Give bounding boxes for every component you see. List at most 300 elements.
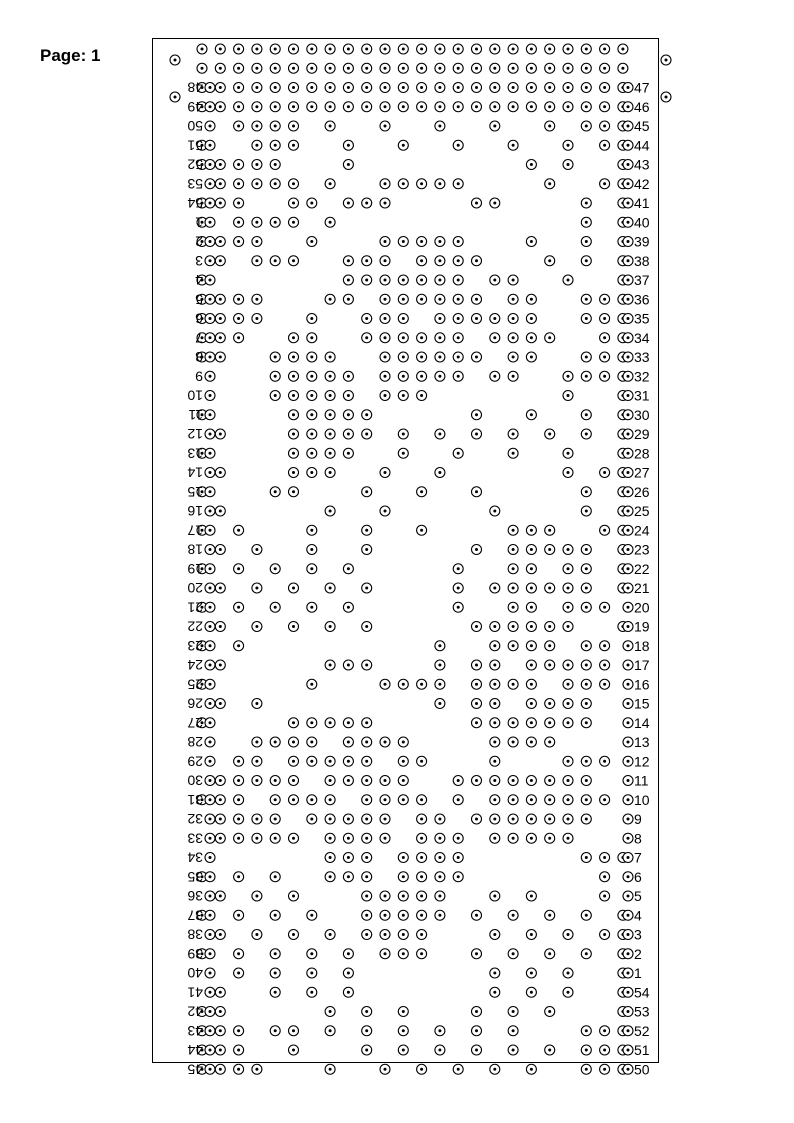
row-marker-hole: [205, 949, 215, 959]
punch-hole: [508, 949, 518, 959]
punch-hole: [581, 660, 591, 670]
punch-hole: [435, 314, 445, 324]
punch-hole: [325, 294, 335, 304]
punch-hole: [380, 333, 390, 343]
punch-hole: [289, 718, 299, 728]
row-number-right: 4: [634, 907, 642, 924]
row-marker-hole: [205, 891, 215, 901]
punch-hole: [343, 140, 353, 150]
punch-hole: [545, 256, 555, 266]
punch-hole: [343, 949, 353, 959]
punch-hole: [270, 63, 280, 73]
punch-hole: [380, 737, 390, 747]
punch-hole: [307, 987, 317, 997]
punch-hole: [307, 44, 317, 54]
punch-hole: [508, 63, 518, 73]
punch-hole: [362, 853, 372, 863]
punch-hole: [343, 872, 353, 882]
row-marker-hole: [205, 160, 215, 170]
punch-hole: [289, 410, 299, 420]
punch-hole: [417, 179, 427, 189]
punch-hole: [417, 891, 427, 901]
punch-hole: [234, 814, 244, 824]
row-marker-hole: [205, 121, 215, 131]
punch-hole: [545, 795, 555, 805]
punch-hole: [526, 545, 536, 555]
punch-hole: [600, 83, 610, 93]
punch-hole: [417, 853, 427, 863]
row-number-left: 11: [188, 406, 203, 423]
punch-hole: [252, 44, 262, 54]
punch-hole: [545, 718, 555, 728]
row-number-left: 2: [195, 233, 203, 250]
row-number-left: 35: [187, 868, 203, 885]
row-number-left: 39: [187, 945, 203, 962]
punch-hole: [307, 602, 317, 612]
row-number-left: 37: [187, 907, 203, 924]
row-marker-hole: [623, 891, 633, 901]
punch-hole: [289, 333, 299, 343]
punch-hole: [435, 468, 445, 478]
punch-hole: [215, 699, 225, 709]
punch-hole: [435, 237, 445, 247]
punch-hole: [307, 352, 317, 362]
punch-hole: [325, 391, 335, 401]
punch-hole: [307, 410, 317, 420]
punch-hole: [453, 448, 463, 458]
row-number-left: 12: [187, 426, 203, 442]
punch-hole: [270, 776, 280, 786]
punch-hole: [398, 1007, 408, 1017]
punch-hole: [215, 468, 225, 478]
punch-hole: [581, 371, 591, 381]
punch-hole: [398, 140, 408, 150]
row-number-left: 49: [187, 98, 203, 115]
punch-hole: [307, 83, 317, 93]
row-number-left: 3: [195, 252, 203, 269]
row-number-left: 16: [187, 503, 203, 519]
row-marker-hole: [205, 217, 215, 227]
row-number-left: 24: [187, 657, 203, 673]
row-number-right: 52: [634, 1022, 650, 1039]
punch-hole: [270, 910, 280, 920]
punch-hole: [289, 121, 299, 131]
punch-hole: [362, 756, 372, 766]
punch-hole: [581, 44, 591, 54]
row-marker-hole: [623, 429, 633, 439]
row-marker-hole: [623, 545, 633, 555]
row-number-left: 40: [187, 965, 203, 981]
punch-hole: [234, 910, 244, 920]
punch-hole: [343, 776, 353, 786]
punch-hole: [545, 545, 555, 555]
row-number-right: 16: [634, 676, 650, 693]
row-marker-hole: [623, 1064, 633, 1074]
punch-hole: [380, 179, 390, 189]
row-marker-hole: [205, 853, 215, 863]
punch-hole: [581, 102, 591, 112]
punch-hole: [545, 910, 555, 920]
row-number-right: 1: [634, 965, 642, 981]
punch-hole: [234, 333, 244, 343]
punch-hole: [289, 1026, 299, 1036]
punch-hole: [289, 930, 299, 940]
row-marker-hole: [623, 487, 633, 497]
row-marker-hole: [623, 83, 633, 93]
punch-hole: [362, 525, 372, 535]
punch-hole: [435, 179, 445, 189]
punch-hole: [362, 930, 372, 940]
punch-hole: [453, 63, 463, 73]
punch-hole: [398, 776, 408, 786]
punch-hole: [563, 468, 573, 478]
punch-hole: [508, 1045, 518, 1055]
punch-hole: [526, 44, 536, 54]
row-number-left: 52: [187, 156, 203, 173]
row-marker-hole: [205, 294, 215, 304]
punch-hole: [252, 179, 262, 189]
punch-hole: [325, 833, 335, 843]
punch-hole: [600, 1064, 610, 1074]
row-number-left: 22: [187, 618, 203, 635]
punch-hole: [435, 891, 445, 901]
punch-hole: [472, 198, 482, 208]
punch-hole: [472, 314, 482, 324]
punch-hole: [417, 814, 427, 824]
punch-hole: [362, 814, 372, 824]
punch-hole: [398, 891, 408, 901]
punch-hole: [472, 679, 482, 689]
punch-hole: [581, 583, 591, 593]
punch-hole: [600, 930, 610, 940]
punch-hole: [362, 314, 372, 324]
punch-hole: [343, 968, 353, 978]
punch-hole: [563, 545, 573, 555]
punch-hole: [307, 718, 317, 728]
punch-hole: [545, 949, 555, 959]
punch-hole: [453, 833, 463, 843]
punch-hole: [435, 872, 445, 882]
row-marker-hole: [205, 602, 215, 612]
punch-hole: [398, 391, 408, 401]
punch-hole: [307, 795, 317, 805]
punch-hole: [252, 102, 262, 112]
punch-hole: [380, 83, 390, 93]
punch-hole: [325, 102, 335, 112]
punch-hole: [490, 622, 500, 632]
row-marker-hole: [205, 737, 215, 747]
row-marker-hole: [205, 429, 215, 439]
punch-hole: [343, 814, 353, 824]
punch-hole: [472, 410, 482, 420]
punch-hole: [270, 987, 280, 997]
punch-hole: [600, 121, 610, 131]
punch-hole: [398, 756, 408, 766]
punch-hole: [600, 333, 610, 343]
punch-hole: [472, 1007, 482, 1017]
punch-hole: [362, 44, 372, 54]
punch-hole: [453, 44, 463, 54]
punch-hole: [343, 102, 353, 112]
punch-hole: [472, 718, 482, 728]
punch-hole: [472, 102, 482, 112]
punch-hole: [234, 121, 244, 131]
row-marker-hole: [205, 872, 215, 882]
row-marker-hole: [623, 448, 633, 458]
punch-hole: [453, 776, 463, 786]
row-number-right: 41: [634, 195, 650, 211]
punch-hole: [526, 160, 536, 170]
row-marker-hole: [623, 102, 633, 112]
punch-hole: [289, 429, 299, 439]
row-marker-hole: [205, 679, 215, 689]
punch-hole: [490, 198, 500, 208]
punch-hole: [417, 872, 427, 882]
punch-hole: [472, 1026, 482, 1036]
punch-hole: [215, 930, 225, 940]
punch-hole: [215, 987, 225, 997]
registration-hole: [661, 92, 671, 102]
punch-hole: [563, 63, 573, 73]
punch-hole: [600, 525, 610, 535]
punch-hole: [472, 83, 482, 93]
punch-hole: [380, 949, 390, 959]
punch-hole: [234, 872, 244, 882]
row-number-right: 50: [634, 1061, 650, 1078]
punch-hole: [581, 545, 591, 555]
row-marker-hole: [205, 448, 215, 458]
punch-hole: [380, 506, 390, 516]
row-number-right: 8: [634, 830, 642, 847]
punch-hole: [380, 930, 390, 940]
row-number-right: 37: [634, 272, 650, 288]
row-marker-hole: [205, 795, 215, 805]
row-number-left: 17: [187, 522, 203, 539]
punch-hole: [526, 410, 536, 420]
row-marker-hole: [623, 1045, 633, 1055]
punch-hole: [252, 737, 262, 747]
punch-hole: [526, 833, 536, 843]
punch-hole: [362, 833, 372, 843]
punch-hole: [490, 987, 500, 997]
punch-hole: [362, 198, 372, 208]
punch-hole: [545, 699, 555, 709]
punch-hole: [526, 795, 536, 805]
row-marker-hole: [205, 622, 215, 632]
row-number-left: 44: [187, 1042, 203, 1058]
punch-hole: [600, 371, 610, 381]
punch-hole: [453, 83, 463, 93]
row-number-right: 30: [634, 406, 650, 423]
punch-hole: [270, 256, 280, 266]
punch-hole: [563, 583, 573, 593]
punch-hole: [526, 679, 536, 689]
punch-hole: [398, 237, 408, 247]
punch-hole: [252, 256, 262, 266]
punch-hole: [325, 853, 335, 863]
punch-hole: [490, 737, 500, 747]
punch-hole: [490, 833, 500, 843]
punch-hole: [343, 756, 353, 766]
punch-hole: [252, 314, 262, 324]
row-marker-hole: [623, 910, 633, 920]
punch-hole: [490, 679, 500, 689]
punch-hole: [234, 641, 244, 651]
punch-hole: [362, 410, 372, 420]
punch-hole: [234, 1064, 244, 1074]
punch-hole: [380, 391, 390, 401]
punch-hole: [343, 737, 353, 747]
punch-hole: [417, 352, 427, 362]
row-marker-hole: [205, 391, 215, 401]
punch-hole: [252, 545, 262, 555]
punch-hole: [508, 564, 518, 574]
punch-hole: [581, 602, 591, 612]
punch-hole: [508, 83, 518, 93]
row-marker-hole: [623, 1007, 633, 1017]
punch-hole: [197, 63, 207, 73]
row-number-right: 35: [634, 310, 650, 327]
punch-hole: [343, 564, 353, 574]
punch-hole: [472, 776, 482, 786]
row-number-right: 31: [634, 387, 650, 404]
row-marker-hole: [205, 275, 215, 285]
punch-hole: [417, 44, 427, 54]
punch-hole: [600, 1045, 610, 1055]
punch-hole: [307, 968, 317, 978]
punch-hole: [600, 891, 610, 901]
punch-hole: [270, 44, 280, 54]
row-number-right: 6: [634, 868, 642, 885]
punch-hole: [270, 602, 280, 612]
punch-hole: [508, 641, 518, 651]
punch-hole: [398, 910, 408, 920]
punch-hole: [380, 198, 390, 208]
punch-hole: [398, 1026, 408, 1036]
punch-hole: [252, 1064, 262, 1074]
punch-hole: [545, 525, 555, 535]
punch-hole: [563, 140, 573, 150]
punch-hole: [289, 83, 299, 93]
punch-hole: [215, 294, 225, 304]
punch-hole: [417, 237, 427, 247]
row-marker-hole: [623, 275, 633, 285]
row-number-right: 12: [634, 753, 650, 770]
punch-hole: [526, 930, 536, 940]
punch-hole: [581, 853, 591, 863]
row-marker-hole: [205, 487, 215, 497]
row-number-left: 18: [187, 541, 203, 558]
punch-hole: [526, 641, 536, 651]
punch-hole: [343, 987, 353, 997]
punch-hole: [435, 699, 445, 709]
punch-hole: [545, 776, 555, 786]
punch-hole: [508, 776, 518, 786]
row-marker-hole: [205, 525, 215, 535]
row-marker-hole: [205, 333, 215, 343]
row-marker-hole: [623, 949, 633, 959]
punch-hole: [545, 179, 555, 189]
punch-hole: [270, 391, 280, 401]
row-number-left: 31: [187, 791, 203, 808]
row-number-left: 53: [187, 175, 203, 192]
page-label: Page: 1: [40, 46, 101, 65]
punch-hole: [398, 63, 408, 73]
punch-hole: [581, 487, 591, 497]
punch-hole: [343, 429, 353, 439]
row-number-right: 3: [634, 926, 642, 943]
punch-hole: [362, 583, 372, 593]
row-marker-hole: [205, 987, 215, 997]
punch-hole: [453, 583, 463, 593]
punch-hole: [343, 160, 353, 170]
punch-hole: [600, 44, 610, 54]
punch-hole: [343, 44, 353, 54]
punch-hole: [289, 1045, 299, 1055]
punch-hole: [490, 63, 500, 73]
punch-hole: [545, 641, 555, 651]
punch-hole: [325, 1064, 335, 1074]
punch-hole: [380, 814, 390, 824]
punch-hole: [490, 333, 500, 343]
row-marker-hole: [623, 853, 633, 863]
punch-hole: [490, 83, 500, 93]
punch-hole: [417, 371, 427, 381]
punch-hole: [325, 756, 335, 766]
punch-hole: [234, 63, 244, 73]
punch-hole: [215, 833, 225, 843]
punch-hole: [490, 121, 500, 131]
punch-hole: [215, 314, 225, 324]
punch-hole: [490, 44, 500, 54]
row-number-right: 43: [634, 156, 650, 173]
registration-hole: [661, 55, 671, 65]
punch-hole: [581, 256, 591, 266]
row-number-right: 51: [634, 1042, 650, 1058]
row-number-right: 18: [634, 637, 650, 654]
punch-hole: [472, 487, 482, 497]
punch-hole: [215, 776, 225, 786]
punch-hole: [252, 160, 262, 170]
punch-hole: [490, 718, 500, 728]
punch-hole: [362, 545, 372, 555]
punch-hole: [215, 795, 225, 805]
row-number-left: 34: [187, 849, 203, 866]
punch-hole: [453, 371, 463, 381]
punch-hole: [526, 814, 536, 824]
row-marker-hole: [623, 776, 633, 786]
punch-hole: [581, 699, 591, 709]
row-number-left: 6: [195, 310, 203, 327]
punch-hole: [563, 776, 573, 786]
punch-hole: [453, 294, 463, 304]
punch-hole: [581, 217, 591, 227]
punch-hole: [215, 333, 225, 343]
punch-hole: [526, 525, 536, 535]
punch-hole: [234, 795, 244, 805]
row-marker-hole: [623, 391, 633, 401]
punch-hole: [289, 468, 299, 478]
punch-hole: [252, 237, 262, 247]
punch-hole: [398, 102, 408, 112]
punch-hole: [380, 44, 390, 54]
row-marker-hole: [623, 237, 633, 247]
punch-hole: [508, 371, 518, 381]
punch-hole: [234, 833, 244, 843]
punch-hole: [490, 506, 500, 516]
row-number-left: 33: [187, 830, 203, 847]
punch-hole: [325, 468, 335, 478]
